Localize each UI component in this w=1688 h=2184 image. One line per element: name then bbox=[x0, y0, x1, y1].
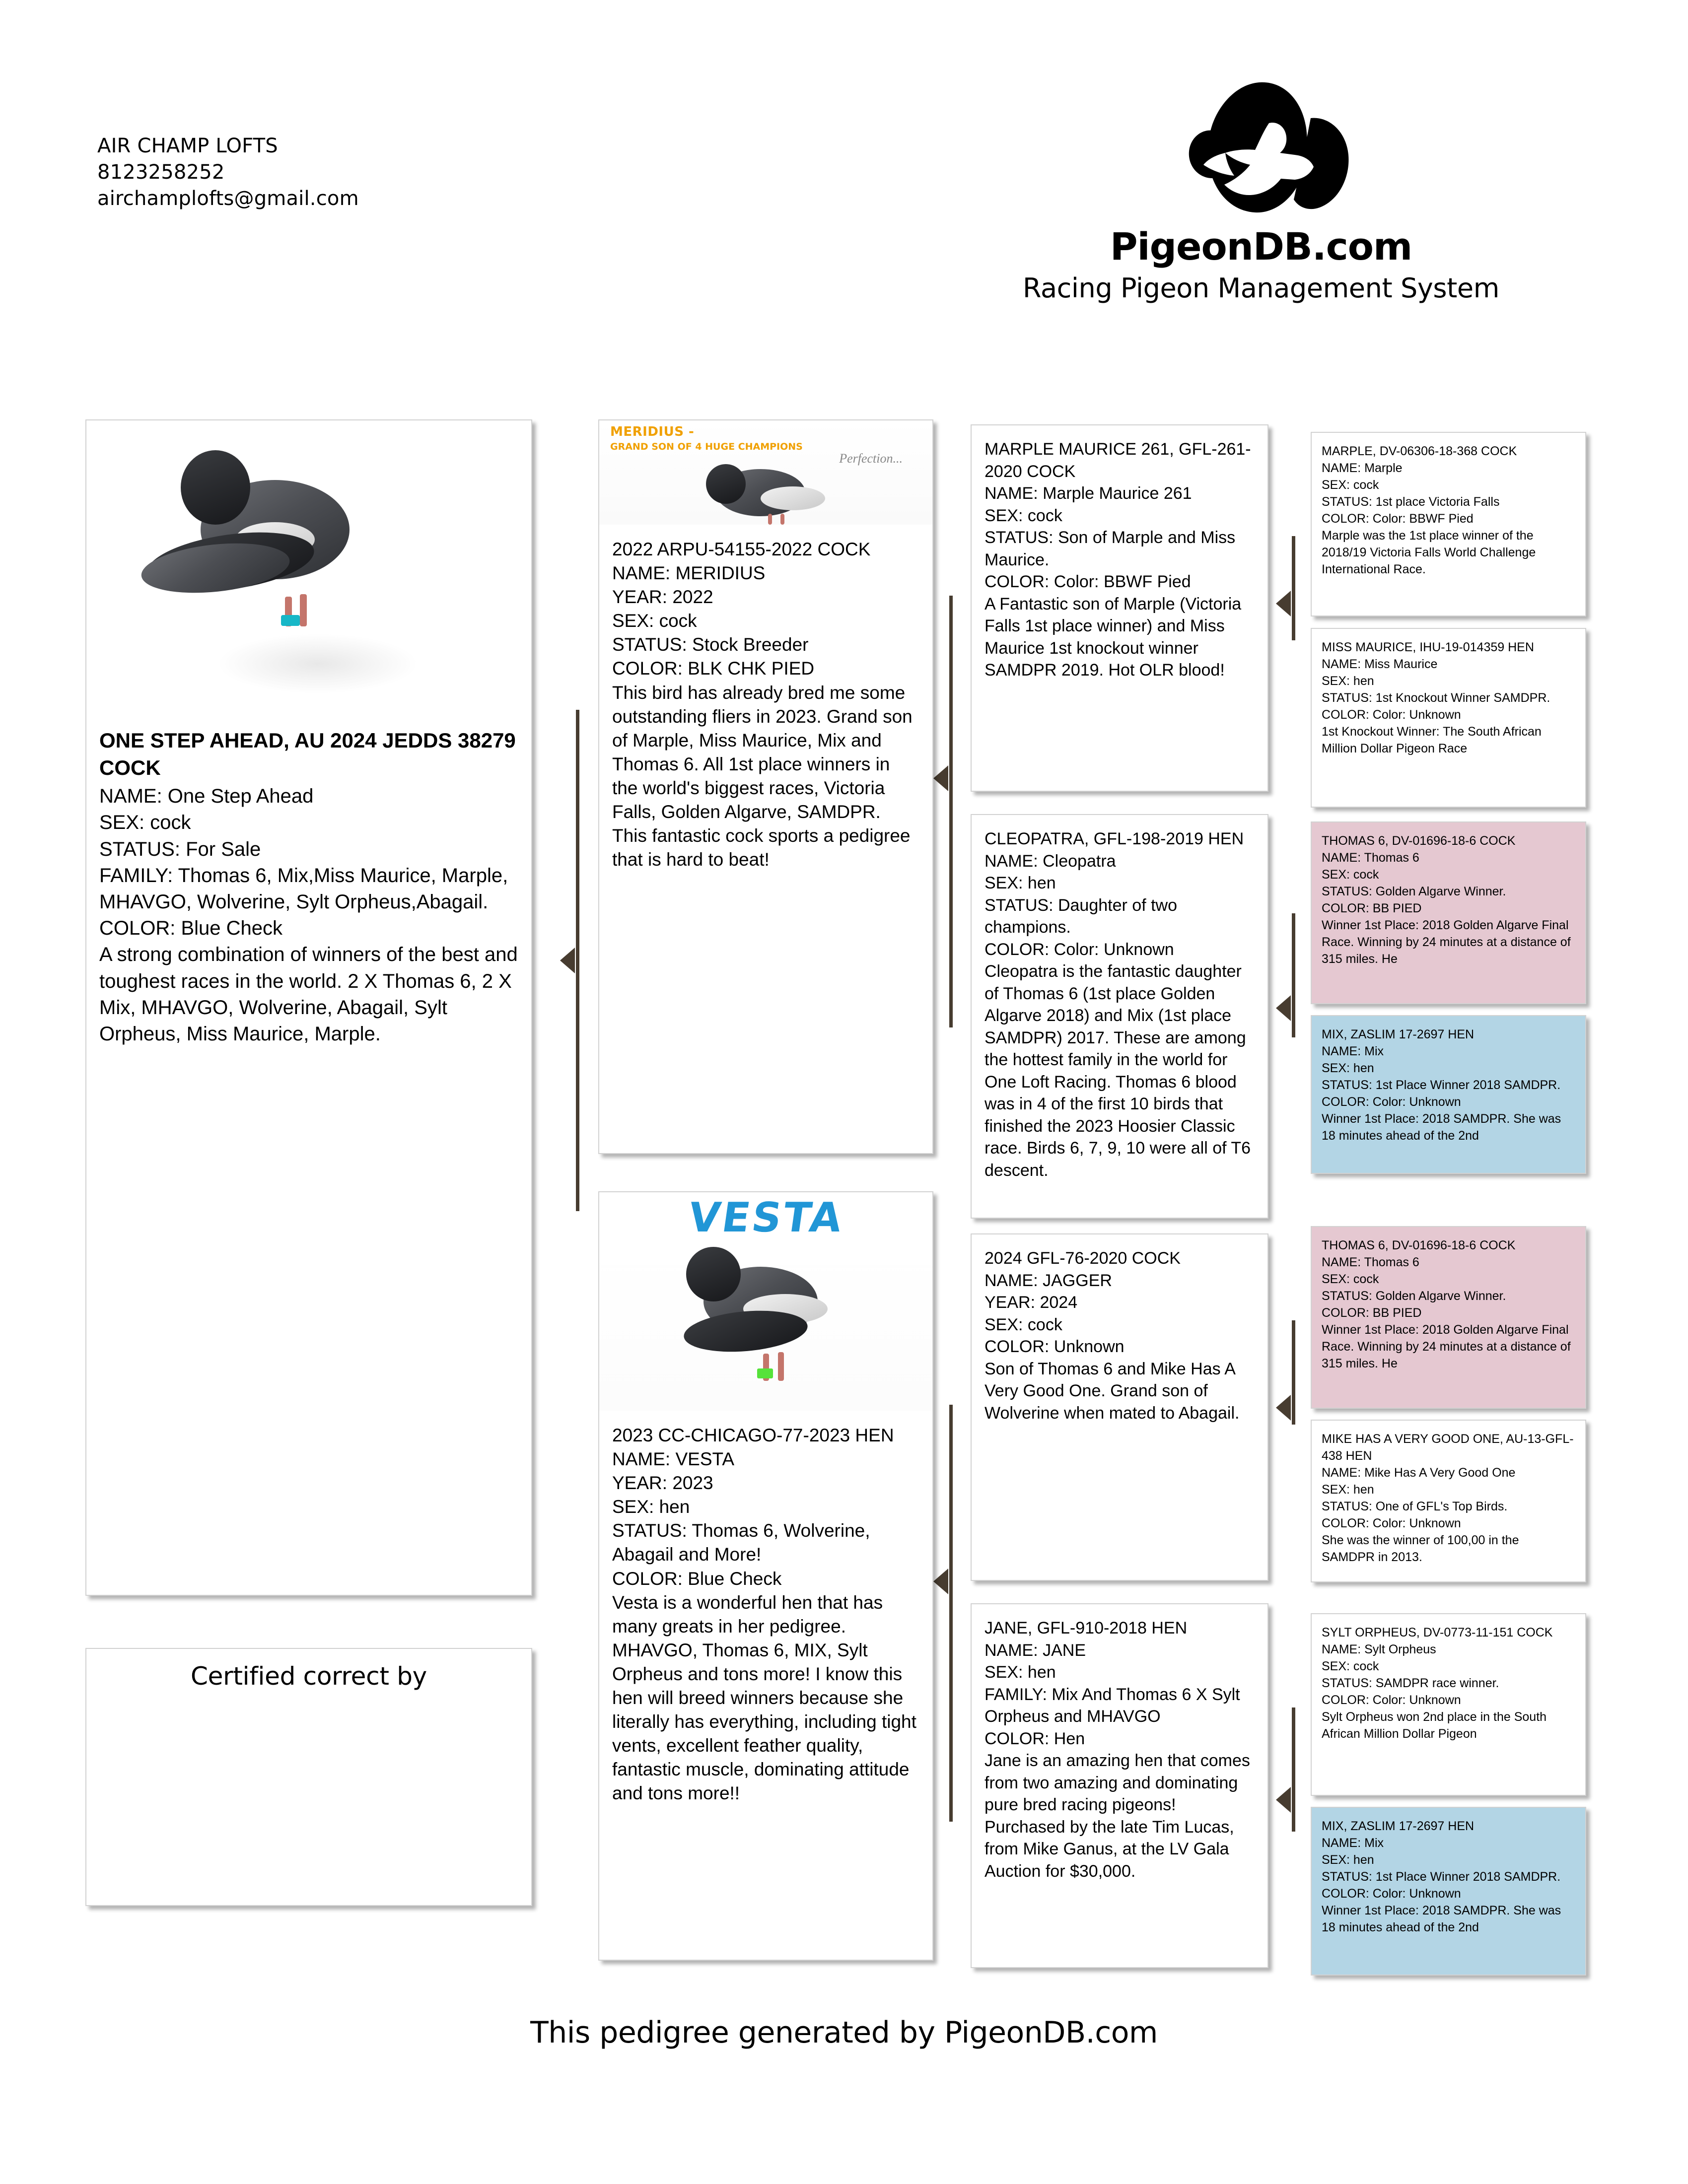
gg8-color: COLOR: Color: Unknown bbox=[1322, 1887, 1461, 1901]
gg1-color: COLOR: Color: BBWF Pied bbox=[1322, 512, 1474, 526]
gp2-notes: Cleopatra is the fantastic daughter of Thomas 6 (1st place Golden Algarve 2018) and Mix (1st place SAMDPR) 2017. These are among the hottest family in the world for One Loft Racing. Thomas 6 blood was in 4 of the first 10 birds that finished the 2023 Hoosier Classic race. Birds 6, 7, 9, 10 were all of T6 descent. bbox=[985, 962, 1251, 1180]
connector-gp3-vertical bbox=[1292, 1320, 1295, 1425]
gp4-title: JANE, GFL-910-2018 HEN bbox=[985, 1619, 1188, 1638]
brand-block bbox=[943, 79, 1579, 304]
meridius-banner bbox=[599, 420, 932, 525]
grandparent-card-1[interactable] bbox=[971, 424, 1268, 792]
gg7-notes: Sylt Orpheus won 2nd place in the South African Million Dollar Pigeon bbox=[1322, 1710, 1547, 1741]
loft-email: airchamplofts@gmail.com bbox=[97, 187, 359, 210]
gg8-sex: SEX: hen bbox=[1322, 1853, 1374, 1867]
grandparent-card-3[interactable] bbox=[971, 1233, 1268, 1581]
gg2-sex: SEX: hen bbox=[1322, 674, 1374, 688]
sire-status: STATUS: Stock Breeder bbox=[612, 634, 809, 655]
gg3-sex: SEX: cock bbox=[1322, 868, 1379, 882]
gg5-color: COLOR: BB PIED bbox=[1322, 1306, 1422, 1320]
connector-gp2-vertical bbox=[1292, 913, 1295, 1037]
gg8-notes: Winner 1st Place: 2018 SAMDPR. She was 18 minutes ahead of the 2nd bbox=[1322, 1904, 1561, 1934]
gg3-name: NAME: Thomas 6 bbox=[1322, 851, 1419, 865]
connector-parent2-vertical bbox=[949, 1405, 953, 1822]
dam-notes: Vesta is a wonderful hen that has many greats in her pedigree. MHAVGO, Thomas 6, MIX, Sylt Orpheus and tons more! I know this hen will breed winners because she literally has everything, including tight vents, excellent feather quality, fantastic muscle, dominating attitude and tons more!! bbox=[612, 1592, 916, 1804]
connector-gp4-vertical bbox=[1292, 1707, 1295, 1832]
gp1-status: STATUS: Son of Marple and Miss Maurice. bbox=[985, 528, 1236, 569]
gg5-status: STATUS: Golden Algarve Winner. bbox=[1322, 1289, 1506, 1303]
gg5-sex: SEX: cock bbox=[1322, 1272, 1379, 1286]
great-grandparent-card-5[interactable] bbox=[1311, 1226, 1586, 1409]
connector-arrow-gp4 bbox=[1276, 1787, 1291, 1813]
gp2-title: CLEOPATRA, GFL-198-2019 HEN bbox=[985, 829, 1244, 848]
gg1-notes: Marple was the 1st place winner of the 2018/19 Victoria Falls World Challenge International Race. bbox=[1322, 529, 1536, 576]
parent-card-dam[interactable] bbox=[598, 1191, 933, 1961]
gp1-name: NAME: Marple Maurice 261 bbox=[985, 484, 1192, 503]
gg5-notes: Winner 1st Place: 2018 Golden Algarve Final Race. Winning by 24 minutes at a distance of 315 miles. He bbox=[1322, 1323, 1571, 1370]
connector-subject-vertical bbox=[576, 710, 579, 1211]
sire-notes: This bird has already bred me some outstanding fliers in 2023. Grand son of Marple, Miss Maurice, Mix and Thomas 6. All 1st place winners in the world's biggest races, Victoria Falls, Golden Algarve, SAMDPR. This fantastic cock sports a pedigree that is hard to beat! bbox=[612, 682, 913, 870]
gp1-notes: A Fantastic son of Marple (Victoria Falls 1st place winner) and Miss Maurice 1st knockout winner SAMDPR 2019. Hot OLR blood! bbox=[985, 594, 1242, 680]
gp3-name: NAME: JAGGER bbox=[985, 1271, 1112, 1290]
certified-correct-box[interactable] bbox=[85, 1648, 532, 1906]
gp3-color: COLOR: Unknown bbox=[985, 1337, 1125, 1357]
gg3-notes: Winner 1st Place: 2018 Golden Algarve Final Race. Winning by 24 minutes at a distance of 315 miles. He bbox=[1322, 918, 1571, 966]
subject-photo bbox=[86, 420, 531, 703]
gg5-name: NAME: Thomas 6 bbox=[1322, 1255, 1419, 1269]
parent-card-sire[interactable] bbox=[598, 419, 933, 1154]
gg5-title: THOMAS 6, DV-01696-18-6 COCK bbox=[1322, 1238, 1516, 1252]
gg7-name: NAME: Sylt Orpheus bbox=[1322, 1642, 1436, 1656]
gg1-title: MARPLE, DV-06306-18-368 COCK bbox=[1322, 444, 1517, 458]
gp4-notes: Jane is an amazing hen that comes from two amazing and dominating pure bred racing pigeons! Purchased by the late Tim Lucas, from Mike Ganus, at the LV Gala Auction for $30,000. bbox=[985, 1751, 1250, 1881]
great-grandparent-card-6[interactable] bbox=[1311, 1420, 1586, 1582]
gg2-status: STATUS: 1st Knockout Winner SAMDPR. bbox=[1322, 691, 1550, 705]
gg6-sex: SEX: hen bbox=[1322, 1483, 1374, 1497]
meridius-banner-subtitle: GRAND SON OF 4 HUGE CHAMPIONS bbox=[610, 441, 803, 452]
sire-sex: SEX: cock bbox=[612, 611, 697, 631]
gp3-sex: SEX: cock bbox=[985, 1315, 1062, 1334]
gg7-color: COLOR: Color: Unknown bbox=[1322, 1693, 1461, 1707]
gg1-status: STATUS: 1st place Victoria Falls bbox=[1322, 495, 1500, 509]
connector-gp1-vertical bbox=[1292, 536, 1295, 640]
gg3-status: STATUS: Golden Algarve Winner. bbox=[1322, 885, 1506, 898]
dam-status: STATUS: Thomas 6, Wolverine, Abagail and More! bbox=[612, 1520, 870, 1565]
pedigree-footer: This pedigree generated by PigeonDB.com bbox=[530, 2015, 1158, 2050]
vesta-banner bbox=[599, 1192, 932, 1247]
subject-notes: A strong combination of winners of the best and toughest races in the world. 2 X Thomas 6, 2 X Mix, MHAVGO, Wolverine, Abagail, Sylt Orpheus, Miss Maurice, Marple. bbox=[99, 944, 518, 1045]
grandparent-card-2[interactable] bbox=[971, 814, 1268, 1219]
dam-color: COLOR: Blue Check bbox=[612, 1568, 782, 1589]
gg6-status: STATUS: One of GFL's Top Birds. bbox=[1322, 1500, 1508, 1513]
gp3-title: 2024 GFL-76-2020 COCK bbox=[985, 1249, 1181, 1268]
dam-year: YEAR: 2023 bbox=[612, 1473, 713, 1494]
meridius-banner-title: MERIDIUS - bbox=[610, 424, 695, 439]
brand-name: PigeonDB.com bbox=[1110, 224, 1412, 269]
gg6-name: NAME: Mike Has A Very Good One bbox=[1322, 1466, 1516, 1480]
gg2-name: NAME: Miss Maurice bbox=[1322, 657, 1438, 671]
gp4-color: COLOR: Hen bbox=[985, 1729, 1085, 1748]
subject-family: FAMILY: Thomas 6, Mix,Miss Maurice, Marple, MHAVGO, Wolverine, Sylt Orpheus,Abagail. bbox=[99, 864, 508, 913]
connector-arrow-gp1 bbox=[1276, 591, 1291, 616]
gp2-status: STATUS: Daughter of two champions. bbox=[985, 895, 1177, 937]
loft-name: AIR CHAMP LOFTS bbox=[97, 135, 278, 157]
gp1-title: MARPLE MAURICE 261, GFL-261-2020 COCK bbox=[985, 440, 1251, 481]
subject-color: COLOR: Blue Check bbox=[99, 917, 283, 940]
gp2-color: COLOR: Color: Unknown bbox=[985, 940, 1174, 959]
great-grandparent-card-7[interactable] bbox=[1311, 1613, 1586, 1796]
gp3-year: YEAR: 2024 bbox=[985, 1293, 1078, 1312]
gg7-sex: SEX: cock bbox=[1322, 1659, 1379, 1673]
gg1-name: NAME: Marple bbox=[1322, 461, 1403, 475]
great-grandparent-card-4[interactable] bbox=[1311, 1015, 1586, 1174]
gg4-notes: Winner 1st Place: 2018 SAMDPR. She was 18 minutes ahead of the 2nd bbox=[1322, 1112, 1561, 1143]
gg4-title: MIX, ZASLIM 17-2697 HEN bbox=[1322, 1027, 1475, 1041]
gg1-sex: SEX: cock bbox=[1322, 478, 1379, 492]
gg2-title: MISS MAURICE, IHU-19-014359 HEN bbox=[1322, 640, 1534, 654]
dam-sex: SEX: hen bbox=[612, 1497, 690, 1517]
sire-color: COLOR: BLK CHK PIED bbox=[612, 658, 815, 679]
gg4-sex: SEX: hen bbox=[1322, 1061, 1374, 1075]
gg7-title: SYLT ORPHEUS, DV-0773-11-151 COCK bbox=[1322, 1626, 1553, 1639]
vesta-photo bbox=[599, 1247, 932, 1411]
brand-tagline: Racing Pigeon Management System bbox=[1023, 273, 1499, 304]
sire-title: 2022 ARPU-54155-2022 COCK bbox=[612, 539, 871, 559]
great-grandparent-card-8[interactable] bbox=[1311, 1807, 1586, 1976]
gp2-sex: SEX: hen bbox=[985, 874, 1056, 893]
gg3-color: COLOR: BB PIED bbox=[1322, 901, 1422, 915]
subject-title: ONE STEP AHEAD, AU 2024 JEDDS 38279 COCK bbox=[99, 729, 516, 779]
connector-arrow-parent1 bbox=[933, 765, 948, 791]
pigeon-in-egg-logo-icon bbox=[943, 79, 1579, 223]
vesta-banner-title: VESTA bbox=[685, 1194, 846, 1241]
connector-parent1-vertical bbox=[949, 596, 953, 1027]
subject-name: NAME: One Step Ahead bbox=[99, 785, 314, 808]
gg6-title: MIKE HAS A VERY GOOD ONE, AU-13-GFL-438 HEN bbox=[1322, 1432, 1574, 1463]
subject-status: STATUS: For Sale bbox=[99, 838, 261, 860]
gg3-title: THOMAS 6, DV-01696-18-6 COCK bbox=[1322, 834, 1516, 848]
gp2-name: NAME: Cleopatra bbox=[985, 851, 1116, 871]
connector-arrow-gp3 bbox=[1276, 1395, 1291, 1421]
dam-name: NAME: VESTA bbox=[612, 1449, 735, 1470]
loft-contact-block bbox=[97, 133, 359, 211]
gg4-color: COLOR: Color: Unknown bbox=[1322, 1095, 1461, 1109]
connector-arrow-parent2 bbox=[933, 1569, 948, 1594]
gg6-color: COLOR: Color: Unknown bbox=[1322, 1516, 1461, 1530]
connector-arrow-subject bbox=[560, 948, 575, 973]
gp4-sex: SEX: hen bbox=[985, 1663, 1056, 1682]
gg4-name: NAME: Mix bbox=[1322, 1044, 1384, 1058]
connector-arrow-gp2 bbox=[1276, 995, 1291, 1021]
gg8-name: NAME: Mix bbox=[1322, 1836, 1384, 1850]
gp4-name: NAME: JANE bbox=[985, 1640, 1086, 1660]
gg2-notes: 1st Knockout Winner: The South African Million Dollar Pigeon Race bbox=[1322, 725, 1542, 755]
great-grandparent-card-1[interactable] bbox=[1311, 432, 1586, 616]
certified-correct-label: Certified correct by bbox=[191, 1662, 427, 1691]
gg8-title: MIX, ZASLIM 17-2697 HEN bbox=[1322, 1819, 1475, 1833]
meridius-banner-script: Perfection... bbox=[839, 451, 903, 466]
gg6-notes: She was the winner of 100,00 in the SAMDPR in 2013. bbox=[1322, 1533, 1519, 1564]
subject-sex: SEX: cock bbox=[99, 812, 191, 834]
subject-card[interactable] bbox=[85, 419, 532, 1596]
gg8-status: STATUS: 1st Place Winner 2018 SAMDPR. bbox=[1322, 1870, 1561, 1884]
great-grandparent-card-3[interactable] bbox=[1311, 821, 1586, 1004]
grandparent-card-4[interactable] bbox=[971, 1603, 1268, 1968]
gp3-notes: Son of Thomas 6 and Mike Has A Very Good One. Grand son of Wolverine when mated to Abagail. bbox=[985, 1359, 1240, 1423]
gp1-color: COLOR: Color: BBWF Pied bbox=[985, 572, 1191, 592]
gg2-color: COLOR: Color: Unknown bbox=[1322, 708, 1461, 722]
gg7-status: STATUS: SAMDPR race winner. bbox=[1322, 1676, 1499, 1690]
great-grandparent-card-2[interactable] bbox=[1311, 628, 1586, 808]
sire-year: YEAR: 2022 bbox=[612, 587, 713, 608]
sire-name: NAME: MERIDIUS bbox=[612, 563, 766, 584]
loft-phone: 8123258252 bbox=[97, 160, 225, 184]
gp1-sex: SEX: cock bbox=[985, 506, 1062, 525]
gg4-status: STATUS: 1st Place Winner 2018 SAMDPR. bbox=[1322, 1078, 1561, 1092]
dam-title: 2023 CC-CHICAGO-77-2023 HEN bbox=[612, 1425, 894, 1445]
gp4-family: FAMILY: Mix And Thomas 6 X Sylt Orpheus and MHAVGO bbox=[985, 1685, 1240, 1726]
